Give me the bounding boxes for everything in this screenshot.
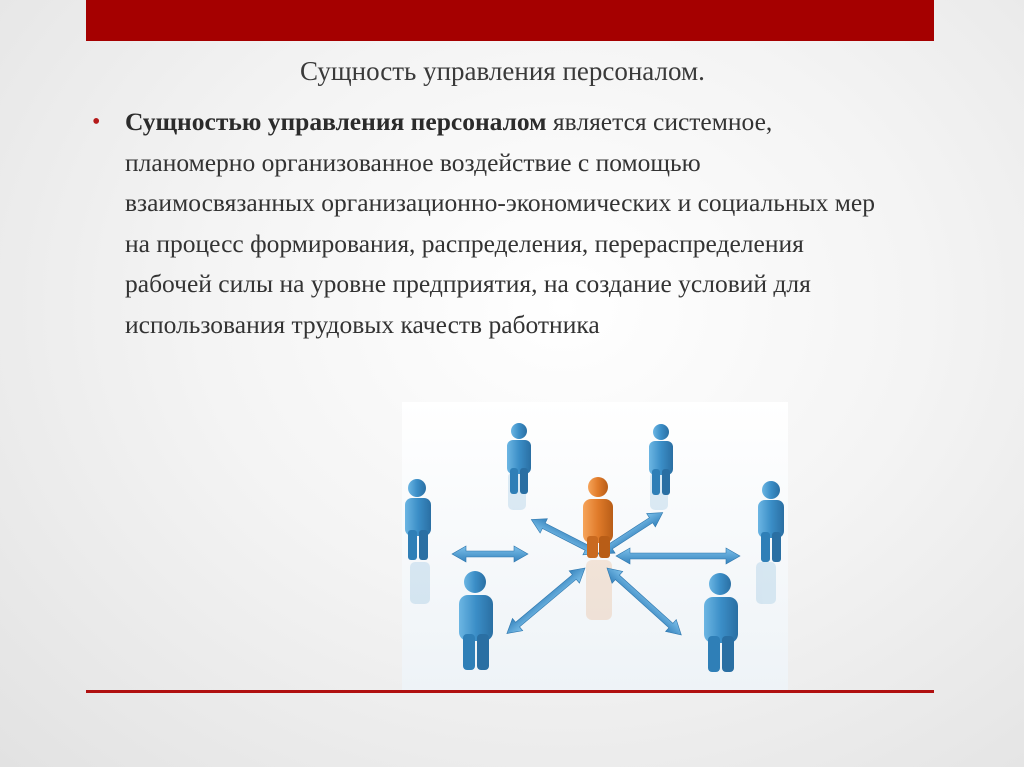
people-network-illustration [402,402,788,690]
top-accent-bar [86,0,934,41]
bullet-text [125,102,892,345]
bullet-body: является системное, планомерно организованное воздействие с помощью взаимосвязанных организационно-экономических и социальных мер на процесс формирования, распределения, перераспределения рабочей силы на уровне предприятия, на создание условий для использования трудовых качеств работника [125,107,875,339]
bullet-paragraph [92,102,892,345]
bottom-rule [86,690,934,693]
network-svg [402,402,788,690]
bullet-icon: • [92,109,101,135]
slide-title: Сущность управления персоналом. [300,56,705,86]
bullet-bold-term: Сущностью управления персоналом [125,107,547,136]
